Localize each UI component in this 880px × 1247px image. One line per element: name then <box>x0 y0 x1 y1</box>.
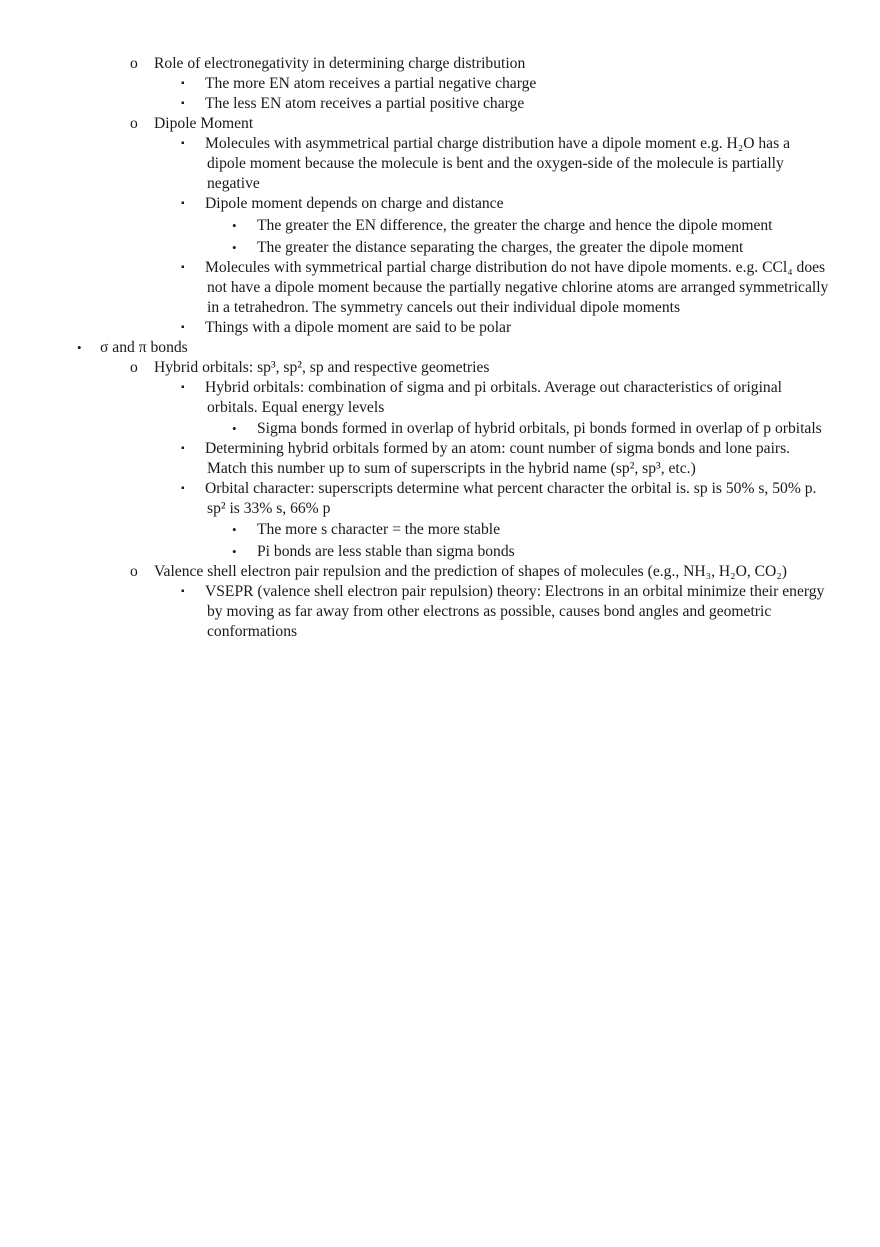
bullet-icon: • <box>77 340 82 355</box>
bullet-icon: • <box>232 218 237 233</box>
list-item <box>77 338 860 358</box>
list-item-text: Molecules with asymmetrical partial charge distribution have a dipole moment e.g. H₂O has a dipole moment because the molecule is bent and the oxygen-side of the molecule is partially negative <box>205 135 790 192</box>
list-item-text: Molecules with symmetrical partial charge distribution do not have dipole moments. e.g. CCl₄ does not have a dipole moment because the partially negative chlorine atoms are arranged symmetrically in a tetrahedron. The symmetry cancels out their individual dipole moments <box>205 259 829 316</box>
circle-bullet-icon: o <box>130 563 138 580</box>
square-bullet-icon: ▪ <box>181 382 185 393</box>
list-item <box>181 479 830 519</box>
bullet-icon: • <box>232 421 237 436</box>
list-item-text: The less EN atom receives a partial positive charge <box>205 95 525 112</box>
list-item-text: Pi bonds are less stable than sigma bonds <box>257 543 515 560</box>
list-item <box>232 520 832 540</box>
circle-bullet-icon: o <box>130 359 138 376</box>
list-item <box>130 358 854 378</box>
list-item-text: The greater the EN difference, the greater the charge and hence the dipole moment <box>257 217 773 234</box>
list-item <box>130 54 854 74</box>
list-item <box>181 378 830 418</box>
list-item <box>130 114 854 134</box>
square-bullet-icon: ▪ <box>181 262 185 273</box>
list-item-text: Hybrid orbitals: combination of sigma and pi orbitals. Average out characteristics of original orbitals. Equal energy levels <box>205 379 782 416</box>
bullet-icon: • <box>232 522 237 537</box>
list-item <box>232 216 832 236</box>
list-item-text: Orbital character: superscripts determine what percent character the orbital is. sp is 50% s, 50% p. sp² is 33% s, 66% p <box>205 480 817 517</box>
circle-bullet-icon: o <box>130 115 138 132</box>
square-bullet-icon: ▪ <box>181 322 185 333</box>
square-bullet-icon: ▪ <box>181 78 185 89</box>
list-item-text: σ and π bonds <box>100 339 188 356</box>
list-item-text: Determining hybrid orbitals formed by an atom: count number of sigma bonds and lone pairs. Match this number up to sum of superscripts in the hybrid name (sp², sp³, etc.) <box>205 440 791 477</box>
square-bullet-icon: ▪ <box>181 138 185 149</box>
list-item <box>232 419 832 439</box>
list-item-text: Dipole moment depends on charge and distance <box>205 195 504 212</box>
bullet-icon: • <box>232 240 237 255</box>
square-bullet-icon: ▪ <box>181 586 185 597</box>
list-item-text: The more EN atom receives a partial negative charge <box>205 75 537 92</box>
square-bullet-icon: ▪ <box>181 98 185 109</box>
circle-bullet-icon: o <box>130 55 138 72</box>
square-bullet-icon: ▪ <box>181 483 185 494</box>
list-item-text: Things with a dipole moment are said to be polar <box>205 319 512 336</box>
bullet-icon: • <box>232 544 237 559</box>
list-item <box>181 258 830 318</box>
list-item <box>181 194 830 214</box>
list-item-text: Role of electronegativity in determining charge distribution <box>154 55 526 72</box>
list-item-text: Hybrid orbitals: sp³, sp², sp and respective geometries <box>154 359 490 376</box>
list-item-text: VSEPR (valence shell electron pair repulsion) theory: Electrons in an orbital minimize their energy by moving as far away from other electrons as possible, causes bond angles and geometric conformations <box>205 583 825 640</box>
list-item-text: The more s character = the more stable <box>257 521 501 538</box>
list-item <box>232 542 832 562</box>
list-item <box>181 318 830 338</box>
list-item <box>232 238 832 258</box>
list-item <box>181 582 830 642</box>
list-item-text: The greater the distance separating the charges, the greater the dipole moment <box>257 239 744 256</box>
list-item <box>181 94 830 114</box>
list-item-text: Valence shell electron pair repulsion and the prediction of shapes of molecules (e.g., NH₃, H₂O, CO₂) <box>154 563 787 580</box>
list-item <box>181 439 830 479</box>
list-item <box>181 134 830 194</box>
list-item <box>130 562 824 582</box>
square-bullet-icon: ▪ <box>181 443 185 454</box>
list-item-text: Dipole Moment <box>154 115 254 132</box>
list-item-text: Sigma bonds formed in overlap of hybrid orbitals, pi bonds formed in overlap of p orbitals <box>257 420 822 437</box>
square-bullet-icon: ▪ <box>181 198 185 209</box>
list-item <box>181 74 830 94</box>
outline-list <box>0 54 880 642</box>
